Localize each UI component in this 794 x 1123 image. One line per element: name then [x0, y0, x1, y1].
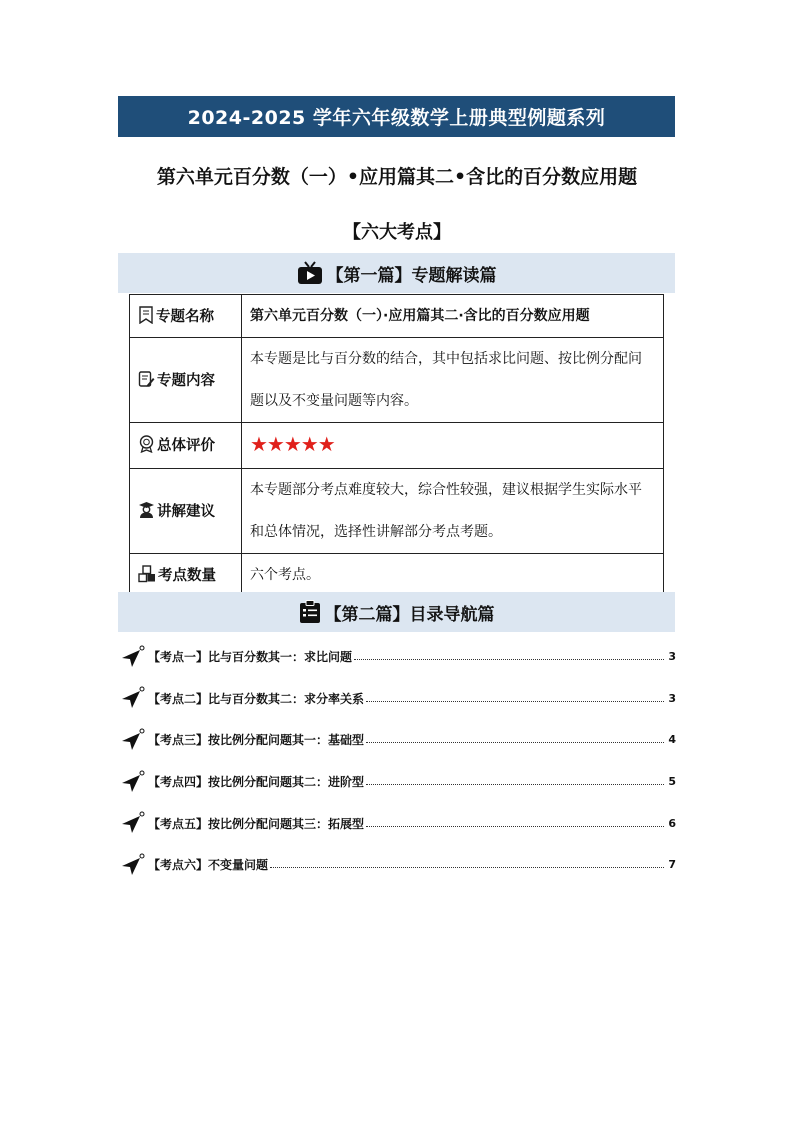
medal-icon: [138, 435, 155, 457]
toc-leader-dots: [366, 701, 664, 702]
info-row-count: [130, 554, 664, 597]
document-banner: [118, 96, 675, 137]
clipboard-list-icon: [299, 600, 321, 624]
navigation-arrow-icon: [120, 728, 148, 752]
part2-title: 【第二篇】目录导航篇: [324, 604, 495, 625]
navigation-arrow-icon: [120, 770, 148, 794]
toc-page-number: 3: [668, 650, 676, 664]
note-edit-icon: [138, 370, 155, 392]
toc-item-label: 【考点四】按比例分配问题其二：进阶型: [148, 775, 365, 790]
info-value: 第六单元百分数（一）·应用篇其二·含比的百分数应用题: [242, 295, 664, 338]
tv-icon: [297, 261, 323, 285]
toc-page-number: 5: [668, 775, 676, 789]
navigation-arrow-icon: [120, 853, 148, 877]
info-key: 总体评价: [157, 438, 215, 454]
navigation-arrow-icon: [120, 811, 148, 835]
toc-item-label: 【考点一】比与百分数其一：求比问题: [148, 650, 353, 665]
part1-title: 【第一篇】专题解读篇: [326, 265, 497, 286]
info-value: 六个考点。: [242, 554, 664, 597]
blocks-icon: [138, 565, 156, 587]
teacher-icon: [138, 501, 155, 523]
toc-item[interactable]: [120, 678, 676, 720]
info-key: 讲解建议: [157, 503, 215, 520]
info-key: 考点数量: [158, 567, 216, 584]
part2-header: [118, 592, 675, 632]
section-heading: 【六大考点】: [343, 222, 451, 243]
part1-header: [118, 253, 675, 293]
info-value: 本专题是比与百分数的结合，其中包括求比问题、按比例分配问题以及不变量问题等内容。: [242, 338, 664, 423]
info-row-name: [130, 295, 664, 338]
toc-leader-dots: [354, 659, 664, 660]
toc-item[interactable]: [120, 802, 676, 844]
toc-page-number: 4: [668, 733, 676, 747]
toc-item[interactable]: [120, 844, 676, 886]
toc-page-number: 6: [668, 816, 676, 830]
info-key: 专题内容: [157, 372, 215, 389]
rating-stars: ★★★★★: [250, 432, 335, 456]
toc-item[interactable]: [120, 636, 676, 678]
toc-item-label: 【考点六】不变量问题: [148, 858, 269, 873]
info-value: 本专题部分考点难度较大，综合性较强，建议根据学生实际水平和总体情况，选择性讲解部分考点考题。: [242, 469, 664, 554]
info-row-advice: [130, 469, 664, 554]
toc-leader-dots: [366, 826, 664, 827]
toc-leader-dots: [366, 742, 664, 743]
toc-page-number: 3: [668, 691, 676, 705]
bookmark-icon: [138, 306, 154, 328]
toc-leader-dots: [366, 784, 664, 785]
toc-item[interactable]: [120, 761, 676, 803]
info-row-rating: [130, 423, 664, 469]
info-row-content: [130, 338, 664, 423]
toc-item-label: 【考点三】按比例分配问题其一：基础型: [148, 733, 365, 748]
document-subtitle: 第六单元百分数（一）•应用篇其二•含比的百分数应用题: [156, 166, 638, 188]
navigation-arrow-icon: [120, 645, 148, 669]
info-key: 专题名称: [156, 308, 214, 325]
toc-page-number: 7: [668, 858, 676, 872]
toc-leader-dots: [270, 867, 664, 868]
topic-info-table: [129, 294, 664, 597]
toc-item-label: 【考点五】按比例分配问题其三：拓展型: [148, 816, 365, 831]
banner-title: 2024-2025 学年六年级数学上册典型例题系列: [187, 107, 606, 129]
toc-list: [120, 636, 676, 886]
toc-item[interactable]: [120, 719, 676, 761]
toc-item-label: 【考点二】比与百分数其二：求分率关系: [148, 691, 365, 706]
navigation-arrow-icon: [120, 686, 148, 710]
